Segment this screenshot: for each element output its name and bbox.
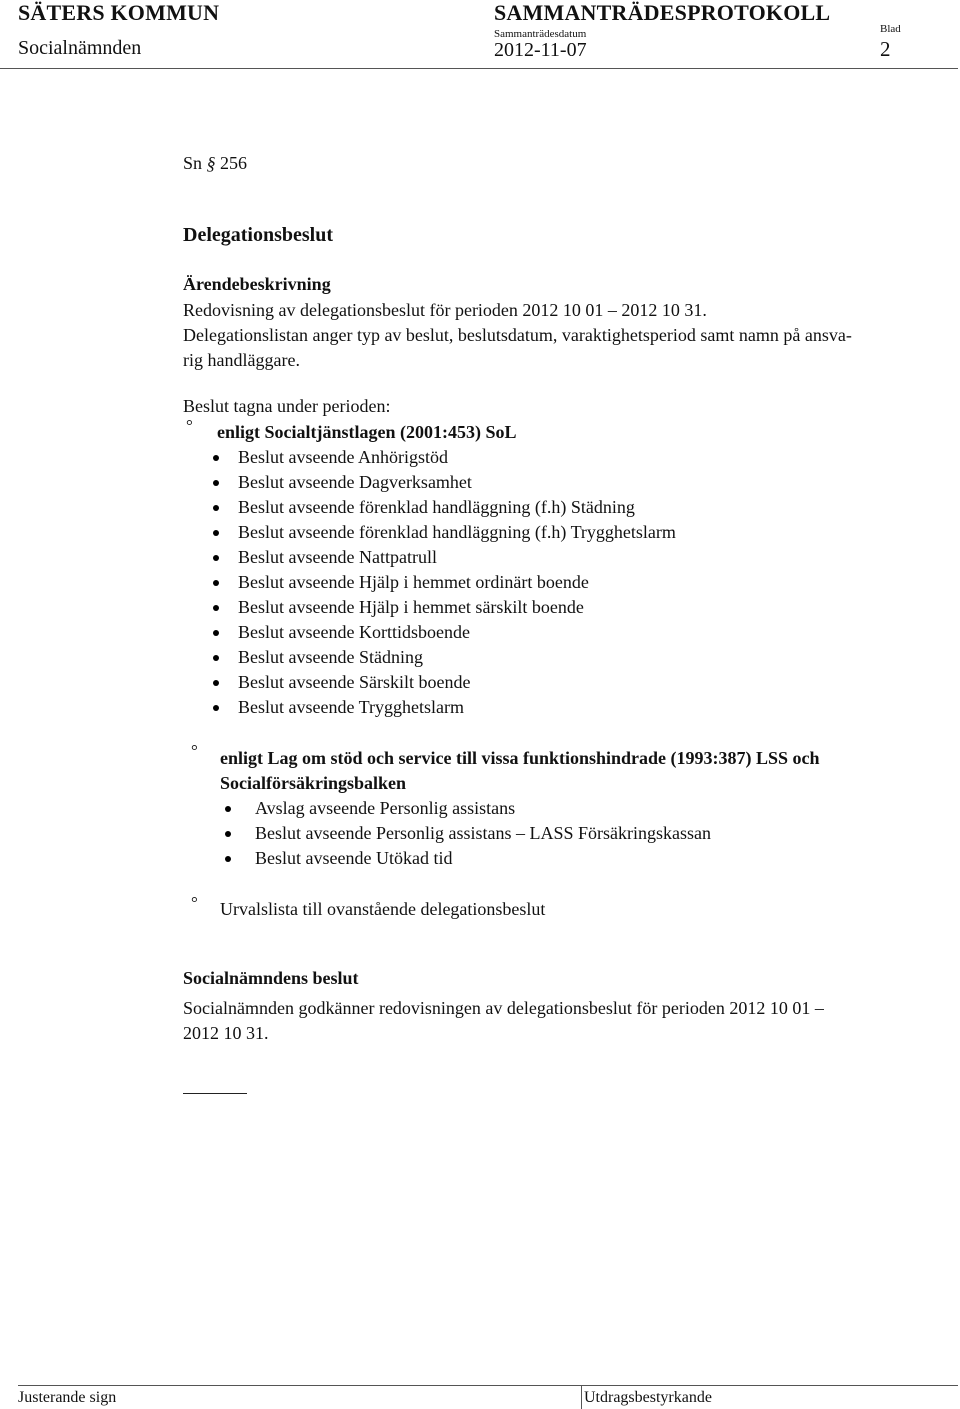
group-heading: enligt Lag om stöd och service till vissa funktionshindrade (1993:387) LSS och	[220, 748, 820, 768]
group-heading: enligt Socialtjänstlagen (2001:453) SoL	[217, 422, 517, 442]
decision-text	[183, 996, 925, 1046]
signature-caption: Justerande sign	[18, 1389, 117, 1406]
list-item: Beslut avseende Trygghetslarm	[211, 695, 676, 720]
bullet-icon	[213, 530, 219, 536]
list-item: Avslag avseende Personlig assistans	[223, 796, 711, 821]
list-item: Beslut avseende Anhörigstöd	[211, 445, 676, 470]
page-number: 2	[880, 37, 891, 61]
bullet-icon	[213, 655, 219, 661]
degree-marker: °	[191, 741, 198, 760]
case-number	[183, 151, 247, 176]
bullet-icon	[213, 580, 219, 586]
degree-marker: °	[191, 893, 198, 912]
selection-list-text: Urvalslista till ovanstående delegationsbeslut	[220, 899, 546, 919]
doc-type: SAMMANTRÄDESPROTOKOLL	[494, 0, 831, 25]
bullet-icon	[213, 680, 219, 686]
bullet-icon	[225, 831, 231, 837]
bullet-icon	[213, 555, 219, 561]
description-heading: Ärendebeskrivning	[183, 274, 331, 294]
bullet-icon	[213, 455, 219, 461]
bullet-icon	[213, 505, 219, 511]
list-item: Beslut avseende Korttidsboende	[211, 620, 676, 645]
case-prefix: Sn	[183, 153, 203, 173]
list-item: Beslut avseende förenklad handläggning (f.h) Städning	[211, 495, 676, 520]
decisions-intro: Beslut tagna under perioden:	[183, 396, 391, 416]
group-heading: Socialförsäkringsbalken	[220, 773, 407, 793]
meeting-date: 2012-11-07	[494, 39, 587, 61]
case-id: 256	[220, 153, 248, 173]
certification-caption: Utdragsbestyrkande	[584, 1389, 712, 1406]
degree-marker: °	[186, 416, 193, 435]
end-mark-rule	[183, 1093, 247, 1094]
list-item: Beslut avseende Dagverksamhet	[211, 470, 676, 495]
description-line: rig handläggare.	[183, 350, 300, 370]
list-item: Beslut avseende Nattpatrull	[211, 545, 676, 570]
footer-rule	[18, 1385, 958, 1386]
list-item: Beslut avseende förenklad handläggning (f.h) Trygghetslarm	[211, 520, 676, 545]
page-caption: Blad	[880, 23, 901, 35]
list-item: Beslut avseende Hjälp i hemmet särskilt boende	[211, 595, 676, 620]
description-line: Delegationslistan anger typ av beslut, beslutsdatum, varaktighetsperiod samt namn på ansva-	[183, 325, 852, 345]
bullet-icon	[213, 630, 219, 636]
decision-line: Socialnämnden godkänner redovisningen av delegationsbeslut för perioden 2012 10 01 –	[183, 998, 824, 1018]
bullet-icon	[225, 806, 231, 812]
list-item: Beslut avseende Särskilt boende	[211, 670, 676, 695]
list-item: Beslut avseende Personlig assistans – LASS Försäkringskassan	[223, 821, 711, 846]
decision-list	[223, 796, 711, 871]
page-title: Delegationsbeslut	[183, 224, 333, 246]
header-rule	[0, 68, 958, 69]
description-text	[183, 298, 925, 373]
decision-heading: Socialnämndens beslut	[183, 968, 359, 988]
bullet-icon	[213, 605, 219, 611]
section-symbol: §	[206, 153, 216, 173]
bullet-icon	[213, 705, 219, 711]
footer-divider	[581, 1385, 582, 1409]
date-caption: Sammanträdesdatum	[494, 28, 587, 40]
board-name: Socialnämnden	[18, 37, 142, 59]
bullet-icon	[225, 856, 231, 862]
list-item: Beslut avseende Hjälp i hemmet ordinärt boende	[211, 570, 676, 595]
list-item: Beslut avseende Utökad tid	[223, 846, 711, 871]
org-name: SÄTERS KOMMUN	[18, 0, 220, 25]
description-line: Redovisning av delegationsbeslut för perioden 2012 10 01 – 2012 10 31.	[183, 300, 707, 320]
bullet-icon	[213, 480, 219, 486]
decision-line: 2012 10 31.	[183, 1023, 269, 1043]
list-item: Beslut avseende Städning	[211, 645, 676, 670]
decision-list	[211, 445, 676, 720]
